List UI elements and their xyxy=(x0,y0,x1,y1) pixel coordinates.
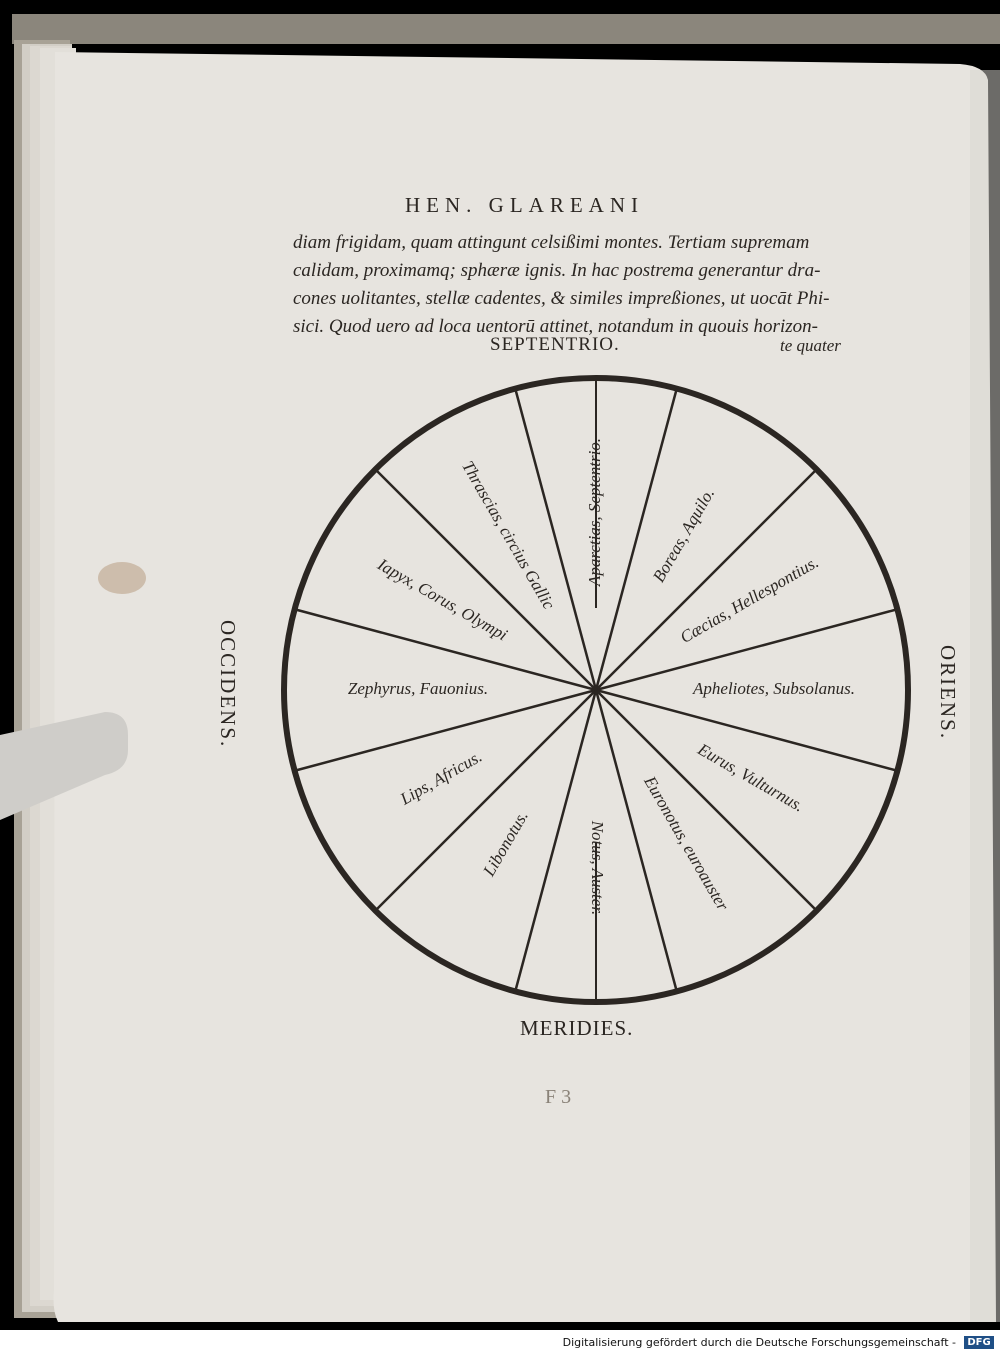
wind-label: Zephyrus, Fauonius. xyxy=(347,678,489,698)
footer-credit: Digitalisierung gefördert durch die Deutsche Forschungsgemeinschaft - xyxy=(562,1336,956,1349)
wind-sector-divider xyxy=(596,690,677,991)
direction-south-label: MERIDIES. xyxy=(520,1016,634,1040)
wind-label: Libonotus. xyxy=(479,807,532,880)
catchword: F 3 xyxy=(545,1086,572,1108)
wind-sector-divider xyxy=(295,690,596,771)
wind-label: Thrascias, circius Gallic xyxy=(458,457,559,613)
body-line: diam frigidam, quam attingunt celsißimi montes. Tertiam supremam xyxy=(293,232,810,253)
wind-label: Boreas, Aquilo. xyxy=(649,484,719,586)
wind-label: Euronotus, euroauster xyxy=(640,772,733,914)
wind-sector-divider xyxy=(295,609,596,690)
body-line: te quater xyxy=(780,336,841,355)
wind-sector-divider xyxy=(596,690,897,771)
direction-north-label: SEPTENTRIO. xyxy=(490,334,620,355)
body-line: calidam, proximamq; sphæræ ignis. In hac postrema generantur dra- xyxy=(293,260,821,281)
wind-label: Iapyx, Corus, Olympi xyxy=(374,554,511,645)
wind-label: Lips, Africus. xyxy=(396,746,486,809)
wind-label: Cæcias, Hellespontius. xyxy=(676,552,822,647)
dfg-logo: DFG xyxy=(964,1336,994,1349)
body-line: cones uolitantes, stellæ cadentes, & similes impreßiones, ut uocāt Phi- xyxy=(293,288,830,309)
wind-sector-divider xyxy=(515,690,596,991)
wind-label: Notus, Auster. xyxy=(588,820,608,916)
body-line: sici. Quod uero ad loca uentorū attinet, notandum in quouis horizon- xyxy=(293,316,818,337)
wind-sector-divider xyxy=(515,389,596,690)
wind-sector-divider xyxy=(596,389,677,690)
wind-label: Aparctias, Septentrio. xyxy=(584,437,604,587)
wind-sector-divider xyxy=(596,609,897,690)
direction-east-label: ORIENS. xyxy=(936,645,960,741)
wind-label: Eurus, Vulturnus. xyxy=(694,739,808,816)
running-head: HEN. GLAREANI xyxy=(405,193,644,217)
wind-label: Apheliotes, Subsolanus. xyxy=(693,678,855,698)
direction-west-label: OCCIDENS. xyxy=(216,620,240,749)
